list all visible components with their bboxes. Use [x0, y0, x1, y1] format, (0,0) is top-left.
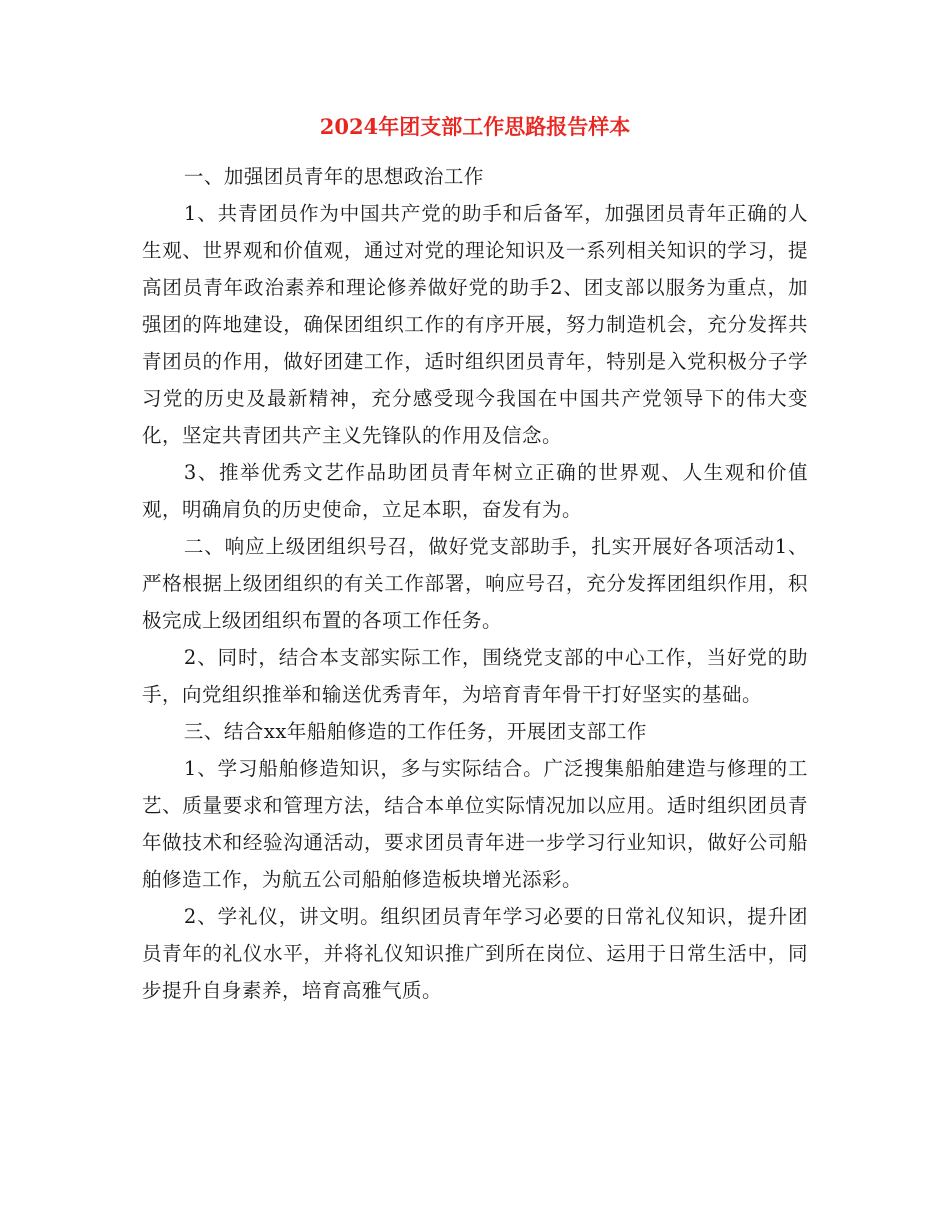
body-paragraph: 3、推举优秀文艺作品助团员青年树立正确的世界观、人生观和价值观，明确肩负的历史使命，立足本职，奋发有为。: [142, 461, 808, 521]
body-paragraph: 1、学习船舶修造知识，多与实际结合。广泛搜集船舶建造与修理的工艺、质量要求和管理方法，结合本单位实际情况加以应用。适时组织团员青年做技术和经验沟通活动，要求团员青年进一步学习行业知识，做好公司船舶修造工作，为航五公司船舶修造板块增光添彩。: [142, 757, 808, 891]
section-heading-1: 一、加强团员青年的思想政治工作: [183, 165, 484, 188]
body-paragraph: 2、同时，结合本支部实际工作，围绕党支部的中心工作，当好党的助手，向党组织推举和输送优秀青年，为培育青年骨干打好坚实的基础。: [142, 646, 808, 706]
section-heading-2-paragraph: 二、响应上级团组织号召，做好党支部助手，扎实开展好各项活动1、严格根据上级团组织的有关工作部署，响应号召，充分发挥团组织作用，积极完成上级团组织布置的各项工作任务。: [142, 535, 808, 632]
body-paragraph: 1、共青团员作为中国共产党的助手和后备军，加强团员青年正确的人生观、世界观和价值观，通过对党的理论知识及一系列相关知识的学习，提高团员青年政治素养和理论修养做好党的助手2、团支部以服务为重点，加强团的阵地建设，确保团组织工作的有序开展，努力制造机会，充分发挥共青团员的作用，做好团建工作，适时组织团员青年，特别是入党积极分子学习党的历史及最新精神，充分感受现今我国在中国共产党领导下的伟大变化，坚定共青团共产主义先锋队的作用及信念。: [142, 202, 808, 447]
document-title: 2024年团支部工作思路报告样本: [319, 114, 631, 139]
section-heading-3: 三、结合xx年船舶修造的工作任务，开展团支部工作: [183, 720, 647, 743]
document-body: [142, 158, 808, 1009]
body-paragraph: 2、学礼仪，讲文明。组织团员青年学习必要的日常礼仪知识，提升团员青年的礼仪水平，并将礼仪知识推广到所在岗位、运用于日常生活中，同步提升自身素养，培育高雅气质。: [142, 905, 808, 1002]
